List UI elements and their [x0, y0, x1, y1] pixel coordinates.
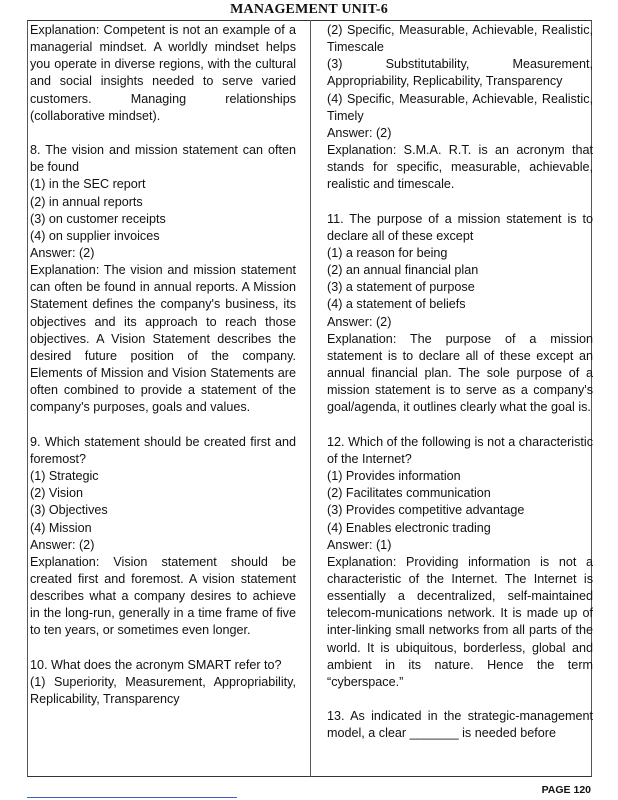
option: (3) Objectives: [30, 503, 108, 518]
option: (2) Facilitates communication: [327, 486, 491, 501]
left-column: [30, 22, 296, 708]
page-number: PAGE 120: [541, 784, 591, 796]
option: (1) Strategic: [30, 469, 99, 484]
question-13: 13. As indicated in the strategic-management model, a clear _______ is needed before: [327, 709, 593, 741]
option: (1) Superiority, Measurement, Appropriability, Replicability, Transparency: [30, 674, 296, 707]
option: (1) a reason for being: [327, 246, 448, 261]
answer: Answer: (2): [30, 537, 95, 552]
option: (3) Provides competitive advantage: [327, 503, 525, 518]
explanation-text: Explanation: The vision and mission statement can often be found in annual reports. A Mission Statement defines the company's business, its objectives and its approach to reach those objectives. A Vision Statement describes the desired future position of the company. Elements of Mission and Vision Statements are often combined to provide a statement of the company's purposes, goals and values.: [30, 263, 296, 415]
question-12: 12. Which of the following is not a characteristic of the Internet?: [327, 434, 593, 466]
answer: Answer: (1): [327, 537, 392, 552]
option: (2) an annual financial plan: [327, 263, 479, 278]
page-header: MANAGEMENT UNIT-6: [230, 2, 388, 17]
footer-link-line: [27, 797, 237, 798]
explanation-text: Explanation: Vision statement should be created first and foremost. A vision statement describes what a company desires to achieve in the long-run, generally in a time frame of five to ten years, or sometimes even longer.: [30, 554, 296, 638]
question-11: 11. The purpose of a mission statement is to declare all of these except: [327, 211, 593, 243]
option: (3) on customer receipts: [30, 211, 166, 226]
explanation-text: Explanation: S.M.A. R.T. is an acronym that stands for specific, measurable, achievable, realistic and timescale.: [327, 143, 593, 192]
option: (4) Specific, Measurable, Achievable, Realistic, Timely: [327, 91, 593, 123]
column-divider: [310, 20, 311, 777]
answer: Answer: (2): [327, 125, 392, 140]
explanation-text: Explanation: Providing information is not a characteristic of the Internet. The Internet is essentially a decentralized, self-maintained telecom-munications network. It is made up of inter-linking small networks from all parts of the world. It is ubiquitous, borderless, global and ambient in its nature. Hence the term “cyberspace.”: [327, 554, 593, 689]
option: (4) Mission: [30, 520, 92, 535]
explanation-text: Explanation: Competent is not an example of a managerial mindset. A worldly mindset helps you operate in diverse regions, with the cultural and social insights needed to serve varied customers. Managing relationships (collaborative mindset).: [30, 23, 296, 123]
answer: Answer: (2): [327, 314, 392, 329]
question-9: 9. Which statement should be created first and foremost?: [30, 434, 296, 466]
option: (3) a statement of purpose: [327, 280, 475, 295]
option: (2) in annual reports: [30, 194, 143, 209]
option: (4) Enables electronic trading: [327, 520, 491, 535]
option: (3) Substitutability, Measurement, Appropriability, Replicability, Transparency: [327, 57, 593, 89]
option: (1) in the SEC report: [30, 177, 146, 192]
explanation-text: Explanation: The purpose of a mission statement is to declare all of these except an annual financial plan. The sole purpose of a mission statement is to serve as a company's goal/agenda, it outlines clearly what the goal is.: [327, 331, 593, 415]
option: (4) a statement of beliefs: [327, 297, 466, 312]
option: (4) on supplier invoices: [30, 228, 160, 243]
question-10: 10. What does the acronym SMART refer to?: [30, 657, 282, 672]
option: (1) Provides information: [327, 469, 461, 484]
question-8: 8. The vision and mission statement can often be found: [30, 143, 296, 175]
right-column: [327, 22, 593, 743]
option: (2) Specific, Measurable, Achievable, Realistic, Timescale: [327, 23, 593, 55]
option: (2) Vision: [30, 486, 83, 501]
answer: Answer: (2): [30, 246, 95, 261]
